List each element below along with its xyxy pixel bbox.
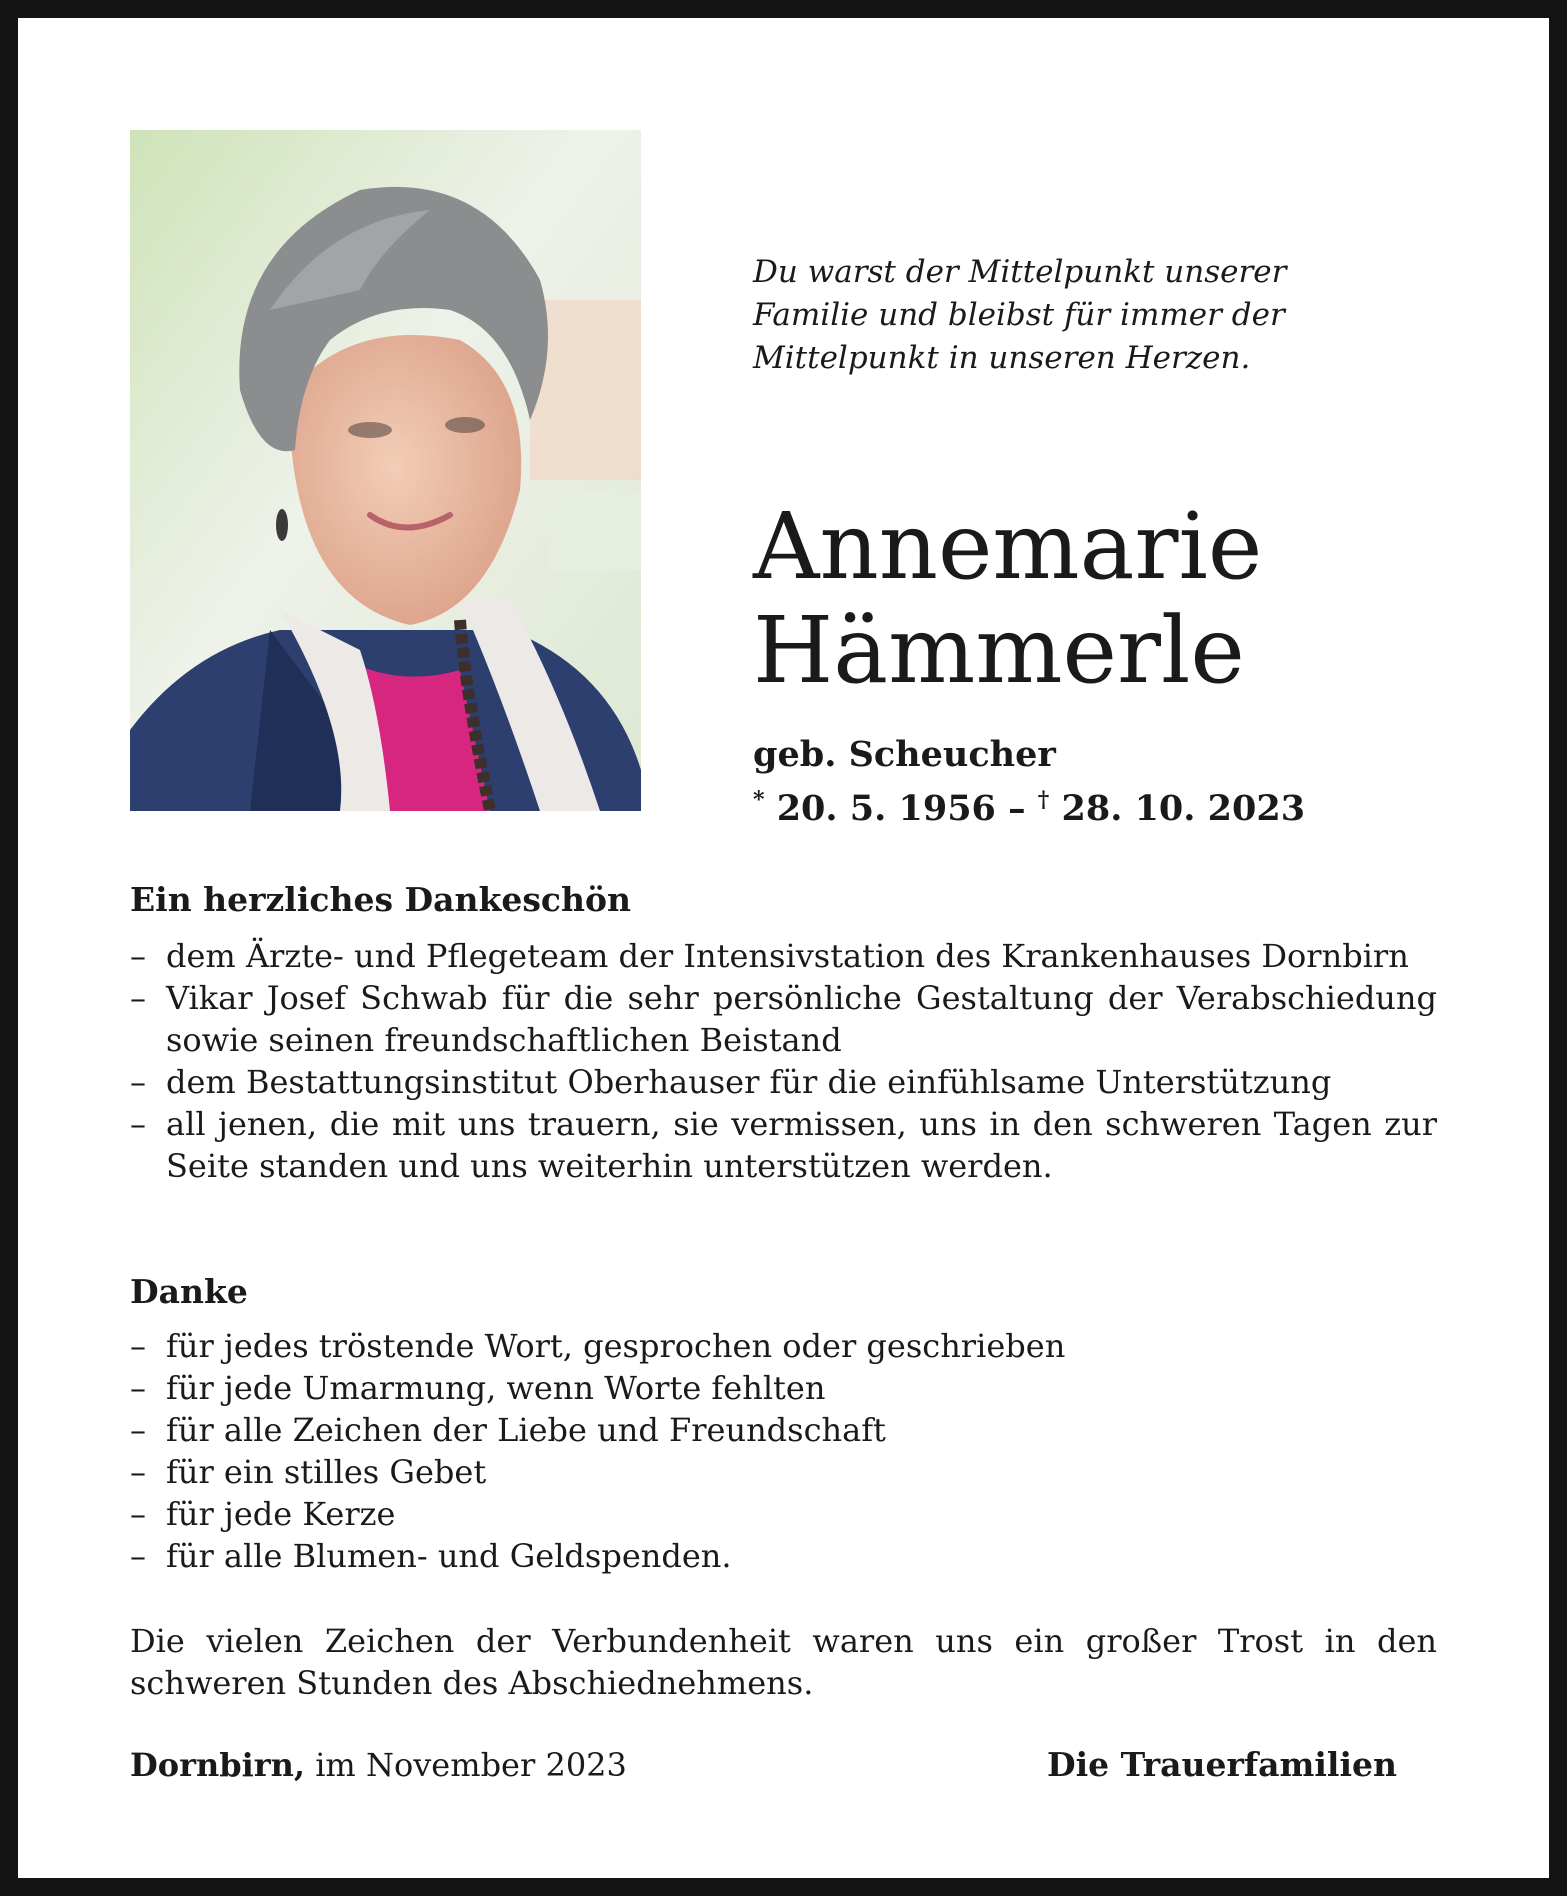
danke-list bbox=[130, 1325, 1437, 1577]
signature: Die Trauerfamilien bbox=[1046, 1745, 1397, 1784]
list-item-text: für jede Kerze bbox=[166, 1495, 396, 1533]
portrait-illustration bbox=[130, 130, 641, 811]
list-item-text: für alle Blumen- und Geldspenden. bbox=[166, 1537, 732, 1575]
list-dash: – bbox=[130, 1537, 146, 1575]
list-dash: – bbox=[130, 1411, 146, 1449]
list-item bbox=[130, 1493, 1437, 1535]
list-dash: – bbox=[130, 1453, 146, 1491]
list-item-text: für ein stilles Gebet bbox=[166, 1453, 487, 1491]
first-name: Annemarie bbox=[753, 493, 1263, 600]
list-dash: – bbox=[130, 1105, 146, 1143]
memorial-quote bbox=[753, 251, 1353, 380]
list-item-text: für jede Umarmung, wenn Worte fehlten bbox=[166, 1369, 826, 1407]
list-item bbox=[130, 1103, 1437, 1187]
list-item bbox=[130, 1451, 1437, 1493]
last-name: Hämmerle bbox=[753, 597, 1245, 704]
list-item-text: dem Ärzte- und Pflegeteam der Intensivstation des Krankenhauses Dornbirn bbox=[166, 937, 1409, 975]
death-symbol: † bbox=[1037, 787, 1050, 813]
list-item bbox=[130, 1367, 1437, 1409]
danke-heading: Danke bbox=[130, 1272, 248, 1311]
list-dash: – bbox=[130, 1327, 146, 1365]
date-separator: – bbox=[1008, 788, 1026, 829]
portrait-photo bbox=[130, 130, 641, 811]
list-item bbox=[130, 977, 1437, 1061]
quote-line: Familie und bleibst für immer der bbox=[753, 297, 1285, 333]
birth-symbol: * bbox=[753, 787, 765, 813]
list-item bbox=[130, 1325, 1437, 1367]
thanks-heading: Ein herzliches Dankeschön bbox=[130, 880, 632, 919]
closing-paragraph: Die vielen Zeichen der Verbundenheit waren uns ein großer Trost in den schweren Stunden des Abschiednehmens. bbox=[130, 1622, 1437, 1702]
life-dates bbox=[753, 776, 1305, 833]
list-dash: – bbox=[130, 1495, 146, 1533]
list-dash: – bbox=[130, 1369, 146, 1407]
list-item-text: Vikar Josef Schwab für die sehr persönliche Gestaltung der Verabschiedung sowie seinen freundschaftlichen Beistand bbox=[166, 979, 1437, 1059]
notice-date: im November 2023 bbox=[315, 1746, 627, 1784]
quote-line: Mittelpunkt in unseren Herzen. bbox=[753, 340, 1251, 376]
list-item bbox=[130, 935, 1437, 977]
quote-line: Du warst der Mittelpunkt unserer bbox=[753, 254, 1287, 290]
place-and-date bbox=[130, 1744, 627, 1786]
list-item-text: für jedes tröstende Wort, gesprochen oder geschrieben bbox=[166, 1327, 1066, 1365]
birth-date: 20. 5. 1956 bbox=[776, 788, 996, 829]
list-dash: – bbox=[130, 937, 146, 975]
list-dash: – bbox=[130, 979, 146, 1017]
place-name: Dornbirn, bbox=[130, 1746, 306, 1784]
list-item-text: für alle Zeichen der Liebe und Freundschaft bbox=[166, 1411, 886, 1449]
list-item-text: all jenen, die mit uns trauern, sie vermissen, uns in den schweren Tagen zur Seite standen und uns weiterhin unterstützen werden. bbox=[166, 1105, 1437, 1185]
list-dash: – bbox=[130, 1063, 146, 1101]
list-item bbox=[130, 1535, 1437, 1577]
deceased-name bbox=[753, 495, 1262, 703]
list-item bbox=[130, 1061, 1437, 1103]
list-item-text: dem Bestattungsinstitut Oberhauser für die einfühlsame Unterstützung bbox=[166, 1063, 1332, 1101]
list-item bbox=[130, 1409, 1437, 1451]
maiden-name: geb. Scheucher bbox=[753, 734, 1056, 775]
death-date: 28. 10. 2023 bbox=[1061, 788, 1306, 829]
thanks-list bbox=[130, 935, 1437, 1187]
